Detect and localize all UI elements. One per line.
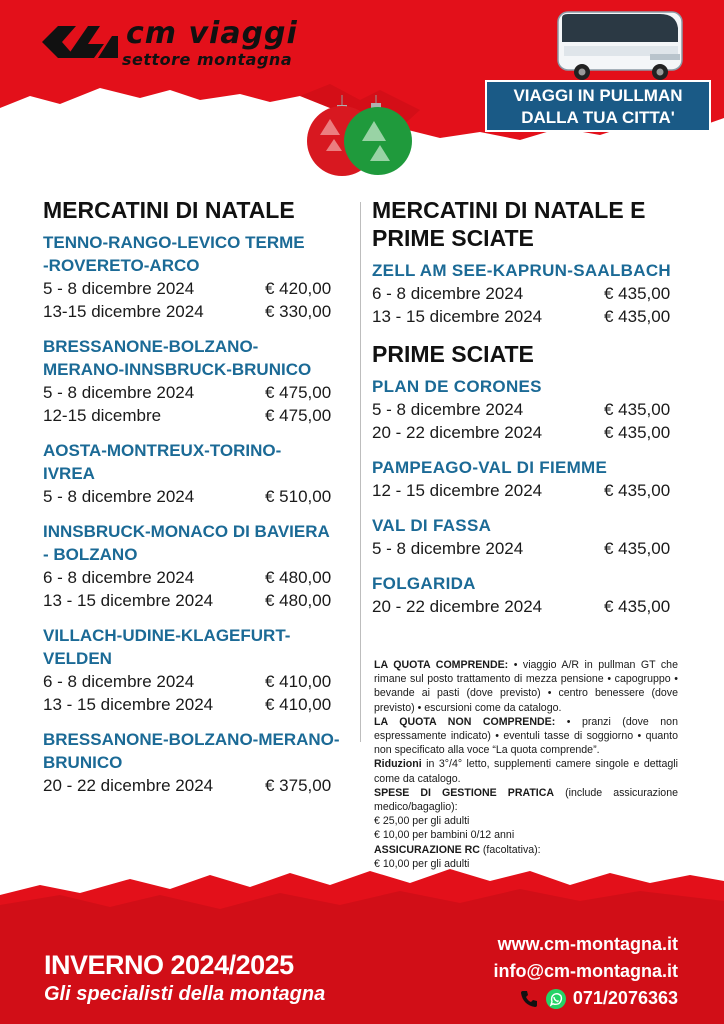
price: € 435,00 xyxy=(604,307,671,326)
date-row xyxy=(372,398,682,421)
date-row xyxy=(372,282,682,305)
date: 12 - 15 dicembre 2024 xyxy=(372,481,543,500)
date: 6 - 8 dicembre 2024 xyxy=(43,568,195,587)
price: € 480,00 xyxy=(265,568,332,587)
price: € 375,00 xyxy=(265,776,332,795)
destination-line: - BOLZANO xyxy=(43,545,138,564)
price: € 435,00 xyxy=(604,400,671,419)
tagline: Gli specialisti della montagna xyxy=(44,983,326,1005)
destination-line: BRESSANONE-BOLZANO- xyxy=(43,337,259,356)
date: 13-15 dicembre 2024 xyxy=(43,302,204,321)
date-row xyxy=(43,381,343,404)
trip-destination xyxy=(43,624,343,670)
phone-row[interactable] xyxy=(493,985,678,1012)
heading-mercatini: MERCATINI DI NATALE xyxy=(43,197,295,223)
date-row xyxy=(43,693,343,716)
date-row xyxy=(43,566,343,589)
date-row xyxy=(43,277,343,300)
trip-block xyxy=(43,624,343,716)
destination-line: BRESSANONE-BOLZANO-MERANO- xyxy=(43,730,340,749)
spese-gestione xyxy=(374,786,678,814)
date: 6 - 8 dicembre 2024 xyxy=(43,672,195,691)
price: € 435,00 xyxy=(604,284,671,303)
notes-text: (facoltativa): xyxy=(482,843,541,856)
rc-adulti: € 10,00 per gli adulti xyxy=(374,857,470,870)
phone-number: 071/2076363 xyxy=(572,988,678,1008)
pullman-line-2: DALLA TUA CITTA' xyxy=(521,108,675,127)
notes-text: • pranzi (dove non espressamente indicato) • eventuli tasse di soggiorno • quanto non specificato alla voce “La quota comprende”. xyxy=(374,715,678,757)
heading-prime-sciate: PRIME SCIATE xyxy=(372,341,534,367)
date: 13 - 15 dicembre 2024 xyxy=(43,695,214,714)
date-row xyxy=(43,300,343,323)
trip-destination xyxy=(43,520,343,566)
date-row xyxy=(43,404,343,427)
date: 6 - 8 dicembre 2024 xyxy=(372,284,524,303)
whatsapp-icon xyxy=(545,988,567,1010)
pullman-line-1: VIAGGI IN PULLMAN xyxy=(513,86,683,105)
price: € 435,00 xyxy=(604,423,671,442)
date: 5 - 8 dicembre 2024 xyxy=(43,279,195,298)
destination-line: -ROVERETO-ARCO xyxy=(43,256,200,275)
date: 5 - 8 dicembre 2024 xyxy=(43,487,195,506)
notes-text: • viaggio A/R in pullman GT che rimane sul posto trattamento di mezza pensione • capogruppo • bevande ai pasti (dove previsto) • centro benessere (dove previsto) • escursioni come da catalogo. xyxy=(374,659,678,714)
notes-label: ASSICURAZIONE RC xyxy=(374,843,480,856)
website-link[interactable]: www.cm-montagna.it xyxy=(497,934,678,954)
notes-label: LA QUOTA COMPRENDE: xyxy=(374,659,509,671)
price: € 510,00 xyxy=(265,487,332,506)
date-row xyxy=(43,485,343,508)
date-row xyxy=(372,305,682,328)
date-row xyxy=(43,670,343,693)
date: 20 - 22 dicembre 2024 xyxy=(372,423,543,442)
phone-icon xyxy=(519,989,539,1009)
destination-line: VILLACH-UDINE-KLAGEFURT- xyxy=(43,626,291,645)
trip-block xyxy=(43,728,343,797)
trip-block xyxy=(43,439,343,508)
trip-block xyxy=(372,456,682,502)
price: € 410,00 xyxy=(265,672,332,691)
heading-line: PRIME SCIATE xyxy=(372,225,534,251)
date-row xyxy=(43,774,343,797)
trip-block xyxy=(43,231,343,323)
christmas-ornaments-icon xyxy=(300,95,420,180)
assicurazione-rc xyxy=(374,843,678,857)
destination-line: IVREA xyxy=(43,464,95,483)
brand-logo[interactable] xyxy=(42,18,312,74)
spese-adulti: € 25,00 per gli adulti xyxy=(374,815,470,828)
destination-line: AOSTA-MONTREUX-TORINO- xyxy=(43,441,282,460)
destination-line: TENNO-RANGO-LEVICO TERME xyxy=(43,233,305,252)
trip-block xyxy=(372,375,682,444)
price: € 475,00 xyxy=(265,406,332,425)
date: 20 - 22 dicembre 2024 xyxy=(43,776,214,795)
date-row xyxy=(372,537,682,560)
trip-destination xyxy=(43,335,343,381)
heading-mercatini-sciate xyxy=(372,196,682,252)
price: € 420,00 xyxy=(265,279,332,298)
date: 5 - 8 dicembre 2024 xyxy=(372,400,524,419)
logo-subtitle: settore montagna xyxy=(122,50,293,69)
bus-icon xyxy=(552,8,688,82)
trip-block xyxy=(43,335,343,427)
date: 20 - 22 dicembre 2024 xyxy=(372,597,543,616)
trip-destination xyxy=(43,439,343,485)
riduzioni xyxy=(374,757,678,785)
email-link[interactable]: info@cm-montagna.it xyxy=(493,961,678,981)
trip-block xyxy=(372,514,682,560)
trip-destination xyxy=(43,231,343,277)
date-row xyxy=(43,589,343,612)
spese-bambini: € 10,00 per bambini 0/12 anni xyxy=(374,829,515,842)
price: € 435,00 xyxy=(604,597,671,616)
date: 13 - 15 dicembre 2024 xyxy=(372,307,543,326)
destination-line: BRUNICO xyxy=(43,753,123,772)
date: 5 - 8 dicembre 2024 xyxy=(43,383,195,402)
date: 5 - 8 dicembre 2024 xyxy=(372,539,524,558)
price: € 330,00 xyxy=(265,302,332,321)
logo-title: cm viaggi xyxy=(126,16,298,51)
trip-destination xyxy=(43,728,343,774)
price: € 435,00 xyxy=(604,539,671,558)
destination-line: INNSBRUCK-MONACO DI BAVIERA xyxy=(43,522,330,541)
right-column xyxy=(372,196,682,618)
trip-destination: PAMPEAGO-VAL DI FIEMME xyxy=(372,458,608,477)
price: € 435,00 xyxy=(604,481,671,500)
price: € 475,00 xyxy=(265,383,332,402)
date-row xyxy=(372,479,682,502)
quota-comprende xyxy=(374,658,678,715)
notes-label: SPESE DI GESTIONE PRATICA xyxy=(374,786,555,799)
date-row xyxy=(372,421,682,444)
heading-line: MERCATINI DI NATALE E xyxy=(372,197,646,223)
terms-notes xyxy=(374,658,678,871)
date: 12-15 dicembre xyxy=(43,406,162,425)
destination-line: VELDEN xyxy=(43,649,112,668)
trip-block xyxy=(43,520,343,612)
price: € 410,00 xyxy=(265,695,332,714)
notes-label: Riduzioni xyxy=(374,758,422,771)
date: 13 - 15 dicembre 2024 xyxy=(43,591,214,610)
destination-line: MERANO-INNSBRUCK-BRUNICO xyxy=(43,360,312,379)
trip-destination: FOLGARIDA xyxy=(372,574,476,593)
trip-destination: VAL DI FASSA xyxy=(372,516,492,535)
season-title: INVERNO 2024/2025 xyxy=(44,950,294,980)
notes-text: in 3°/4° letto, supplementi camere singole e dettagli come da catalogo. xyxy=(374,758,678,785)
notes-text: (include assicurazione medico/bagaglio): xyxy=(374,786,678,814)
date-row xyxy=(372,595,682,618)
trip-block xyxy=(372,259,682,328)
column-divider xyxy=(360,202,361,742)
left-column xyxy=(43,196,343,797)
notes-label: LA QUOTA NON COMPRENDE: xyxy=(374,715,556,728)
quota-non-comprende xyxy=(374,715,678,758)
trip-destination: PLAN DE CORONES xyxy=(372,377,542,396)
logo-arrows-icon xyxy=(42,22,118,62)
trip-destination: ZELL AM SEE-KAPRUN-SAALBACH xyxy=(372,261,671,280)
trip-block xyxy=(372,572,682,618)
contacts-block xyxy=(493,931,678,1012)
pullman-banner xyxy=(485,80,711,132)
price: € 480,00 xyxy=(265,591,332,610)
